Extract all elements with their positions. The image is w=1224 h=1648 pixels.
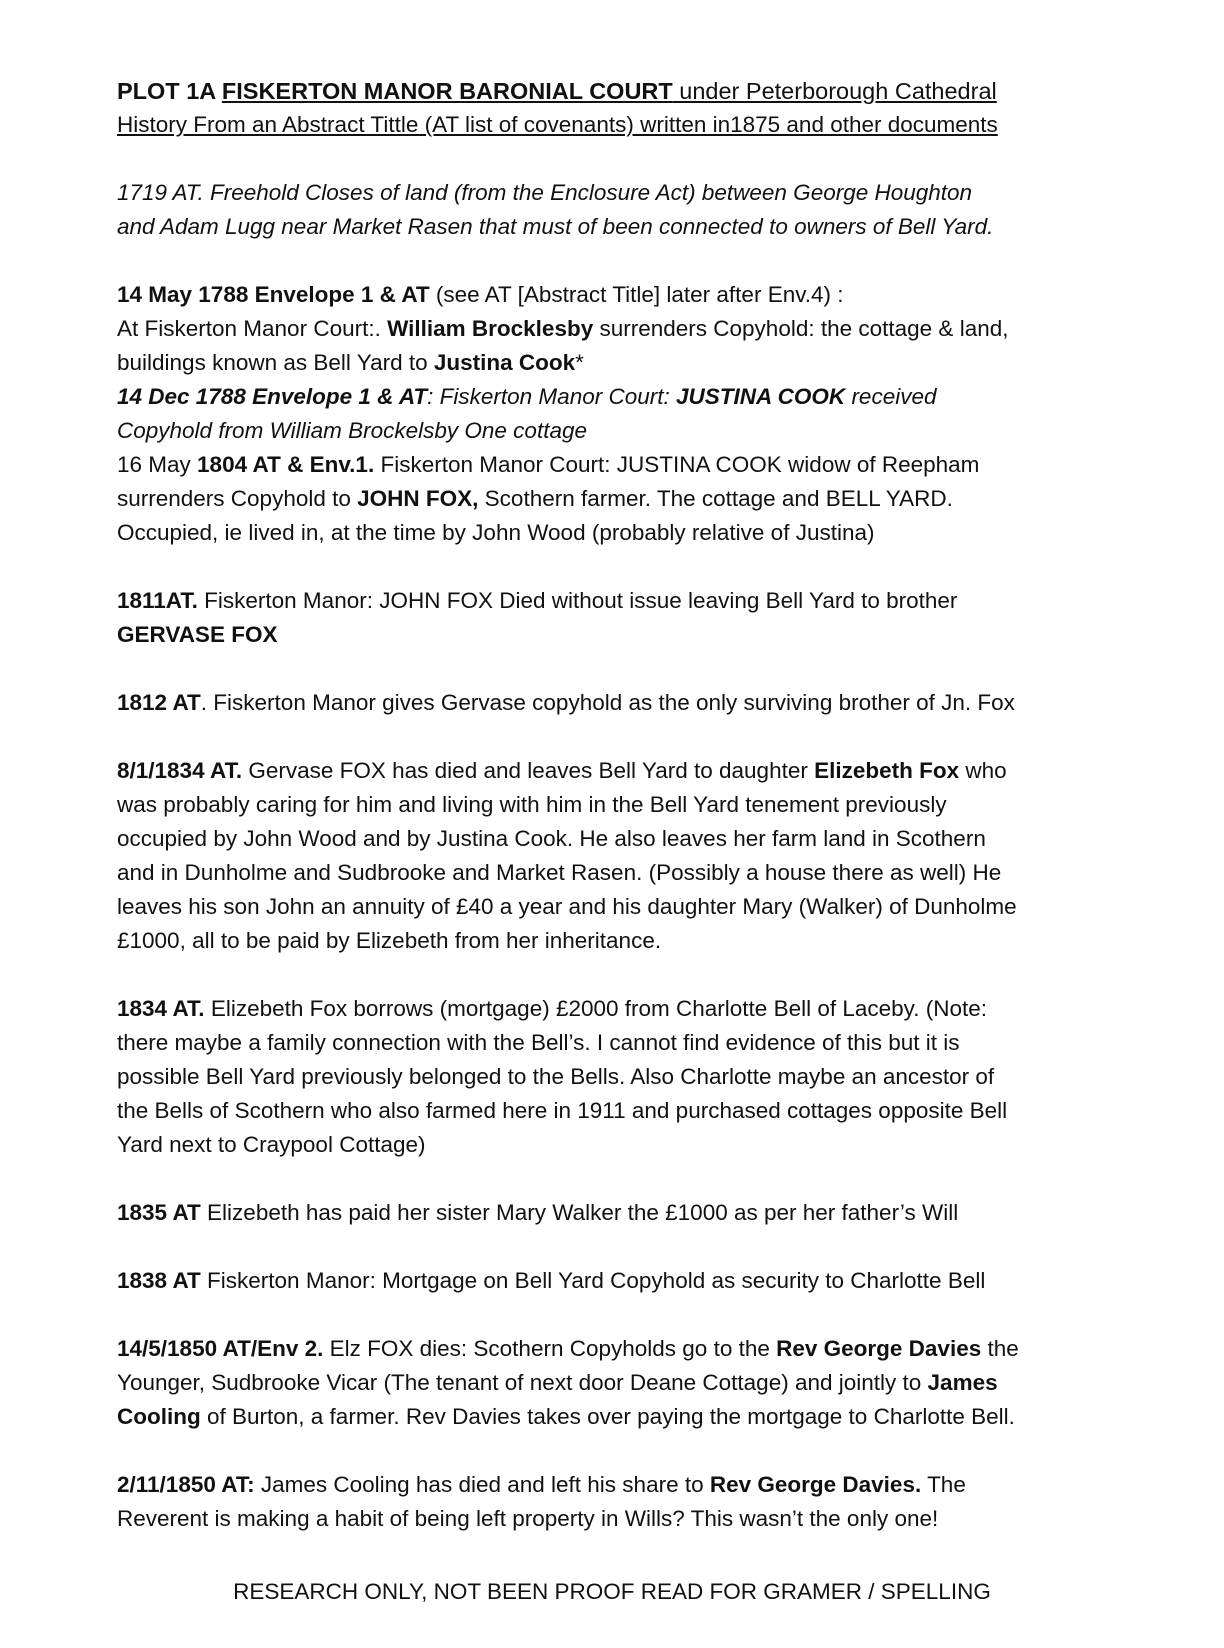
entry-text: of Burton, a farmer. Rev Davies takes over paying the mortgage to Charlotte Bell.: [200, 1404, 1015, 1429]
entry-1788-may: [117, 278, 1117, 380]
person-name: William Brocklesby: [387, 316, 594, 341]
entry-text: . Fiskerton Manor gives Gervase copyhold as the only surviving brother of Jn. Fox: [200, 690, 1015, 715]
entry-text: Younger, Sudbrooke Vicar (The tenant of next door Deane Cottage) and jointly to: [117, 1370, 928, 1395]
entry-1811: [117, 584, 1117, 652]
page-subtitle: History From an Abstract Tittle (AT list of covenants) written in1875 and other documents: [117, 112, 998, 137]
entry-date: 1835 AT: [117, 1200, 201, 1225]
entry-1719: [117, 176, 1117, 244]
entry-date: 8/1/1834 AT.: [117, 758, 243, 783]
entry-text: Fiskerton Manor: Mortgage on Bell Yard Copyhold as security to Charlotte Bell: [200, 1268, 986, 1293]
entry-1838: [117, 1264, 1117, 1298]
person-name: GERVASE FOX: [117, 622, 278, 647]
entry-text: Copyhold from William Brockelsby One cottage: [117, 418, 587, 443]
entry-1788-dec: [117, 380, 1117, 448]
entry-date: 1812 AT: [117, 690, 201, 715]
entry-text: was probably caring for him and living with him in the Bell Yard tenement previously: [117, 792, 947, 817]
entry-text: : Fiskerton Manor Court:: [427, 384, 676, 409]
entry-date: 14 Dec 1788 Envelope 1 & AT: [117, 384, 428, 409]
entry-text: possible Bell Yard previously belonged to the Bells. Also Charlotte maybe an ancestor of: [117, 1064, 995, 1089]
entry-1812: [117, 686, 1117, 720]
entry-text: buildings known as Bell Yard to: [117, 350, 434, 375]
entry-date: 1804 AT & Env.1.: [197, 452, 375, 477]
entry-text: the: [981, 1336, 1019, 1361]
entry-text: Fiskerton Manor: JOHN FOX Died without issue leaving Bell Yard to brother: [197, 588, 958, 613]
entry-date: 14 May 1788 Envelope 1 & AT: [117, 282, 430, 307]
person-name: JOHN FOX,: [357, 486, 479, 511]
entry-text: occupied by John Wood and by Justina Cook. He also leaves her farm land in Scothern: [117, 826, 986, 851]
entry-text: leaves his son John an annuity of £40 a year and his daughter Mary (Walker) of Dunholme: [117, 894, 1017, 919]
title-court: FISKERTON MANOR BARONIAL COURT: [221, 78, 673, 104]
entry-1719-line-1: 1719 AT. Freehold Closes of land (from the Enclosure Act) between George Houghton: [117, 180, 973, 205]
entry-text: and in Dunholme and Sudbrooke and Market Rasen. (Possibly a house there as well) He: [117, 860, 1002, 885]
entry-text: 16 May: [117, 452, 198, 477]
person-name: Elizebeth Fox: [814, 758, 960, 783]
page-title: [117, 74, 1117, 108]
title-lead: PLOT 1A: [117, 78, 222, 104]
person-name: Justina Cook: [433, 350, 576, 375]
entry-date: 1811AT.: [117, 588, 198, 613]
entry-text: there maybe a family connection with the Bell’s. I cannot find evidence of this but it is: [117, 1030, 960, 1055]
entry-1850-nov: [117, 1468, 1117, 1536]
entry-1804: [117, 448, 1117, 550]
entry-1834-will: [117, 754, 1117, 958]
entry-text: Gervase FOX has died and leaves Bell Yard to daughter: [242, 758, 815, 783]
entry-date: 1838 AT: [117, 1268, 201, 1293]
entry-date: 1834 AT.: [117, 996, 205, 1021]
person-name: Cooling: [117, 1404, 201, 1429]
entry-date: 2/11/1850 AT:: [117, 1472, 255, 1497]
entry-text: The: [921, 1472, 966, 1497]
entry-text: Yard next to Craypool Cottage): [117, 1132, 426, 1157]
entry-date: 14/5/1850 AT/Env 2.: [117, 1336, 324, 1361]
entry-text: £1000, all to be paid by Elizebeth from her inheritance.: [117, 928, 662, 953]
entry-1835: [117, 1196, 1117, 1230]
person-name: JUSTINA COOK: [676, 384, 846, 409]
entry-text: the Bells of Scothern who also farmed here in 1911 and purchased cottages opposite Bell: [117, 1098, 1008, 1123]
footer-note: RESEARCH ONLY, NOT BEEN PROOF READ FOR GRAMER / SPELLING: [233, 1579, 991, 1604]
entry-text: Occupied, ie lived in, at the time by John Wood (probably relative of Justina): [117, 520, 875, 545]
title-rest: under Peterborough Cathedral: [672, 78, 997, 104]
person-name: Rev George Davies: [776, 1336, 982, 1361]
entry-text: At Fiskerton Manor Court:.: [117, 316, 388, 341]
entry-text: surrenders Copyhold to: [117, 486, 358, 511]
entry-1850-may: [117, 1332, 1117, 1434]
entry-1719-line-2: and Adam Lugg near Market Rasen that must of been connected to owners of Bell Yard.: [117, 214, 994, 239]
document-body: [117, 74, 1117, 1536]
person-name: Rev George Davies.: [709, 1472, 922, 1497]
entry-text: James Cooling has died and left his share to: [254, 1472, 710, 1497]
entry-text: received: [845, 384, 937, 409]
entry-text: Fiskerton Manor Court: JUSTINA COOK widow of Reepham: [374, 452, 980, 477]
entry-text: Reverent is making a habit of being left property in Wills? This wasn’t the only one!: [117, 1506, 939, 1531]
entry-1834-mortgage: [117, 992, 1117, 1162]
entry-text: who: [959, 758, 1007, 783]
entry-text: Elizebeth has paid her sister Mary Walker the £1000 as per her father’s Will: [200, 1200, 959, 1225]
entry-text: Elz FOX dies: Scothern Copyholds go to the: [323, 1336, 777, 1361]
person-name: James: [927, 1370, 998, 1395]
entry-text: surrenders Copyhold: the cottage & land,: [593, 316, 1009, 341]
entry-text: (see AT [Abstract Title] later after Env.4) :: [429, 282, 844, 307]
entry-text: Elizebeth Fox borrows (mortgage) £2000 from Charlotte Bell of Laceby. (Note:: [204, 996, 988, 1021]
entry-text: Scothern farmer. The cottage and BELL YARD.: [478, 486, 953, 511]
footnote-mark: *: [575, 350, 584, 375]
